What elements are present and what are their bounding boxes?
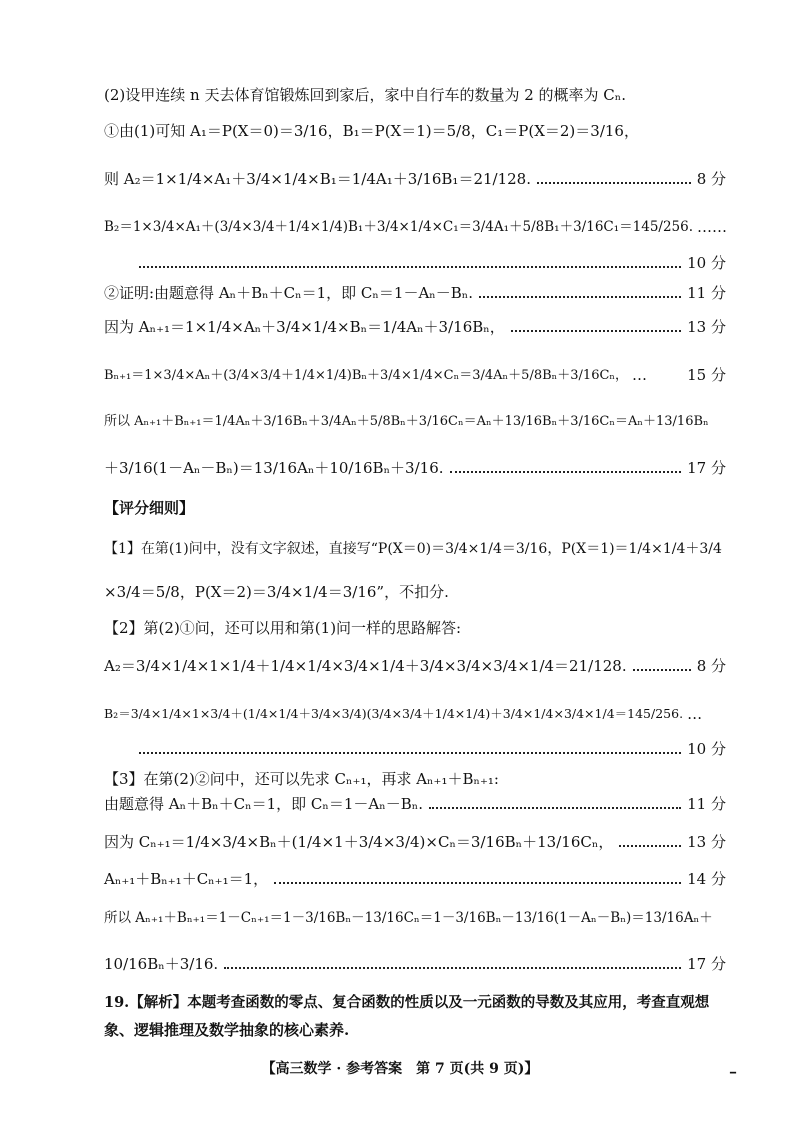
line-step2-an1 — [104, 320, 726, 335]
line-text: 10/16Bₙ＋3/16. — [104, 955, 219, 973]
score-points: 15 分 — [687, 366, 726, 384]
line-text: 由题意得 Aₙ＋Bₙ＋Cₙ＝1，即 Cₙ＝1－Aₙ－Bₙ. — [104, 795, 423, 813]
score-points: 11 分 — [687, 284, 726, 302]
dot-leader — [633, 669, 691, 671]
line-trail: … — [687, 705, 703, 723]
line-trail: … — [632, 366, 648, 384]
line-trail: …… — [697, 218, 728, 236]
line-rule2-b2-dots — [133, 742, 726, 757]
score-points: 17 分 — [687, 955, 726, 973]
line-rule1-a — [104, 542, 726, 556]
line-rule3 — [104, 772, 726, 787]
score-points: 17 分 — [687, 459, 726, 477]
line-text: Aₙ₊₁＋Bₙ₊₁＋Cₙ₊₁＝1， — [104, 870, 269, 888]
line-q2-intro — [104, 88, 726, 103]
line-step1-a2 — [104, 172, 726, 187]
score-points: 14 分 — [687, 870, 726, 888]
dot-leader — [224, 967, 681, 969]
line-text: 【1】在第(1)问中，没有文字叙述，直接写“P(X＝0)＝3/4×1/4＝3/16，P(X＝1)＝1/4×1/4＋3/4 — [104, 541, 722, 557]
score-points: 10 分 — [687, 740, 726, 758]
line-text: A₂＝3/4×1/4×1×1/4＋1/4×1/4×3/4×1/4＋3/4×3/4×3/4×1/4＝21/128. — [104, 657, 627, 675]
line-rules-title — [104, 501, 726, 516]
line-step2-sum2 — [104, 461, 726, 476]
line-step2-sum — [104, 415, 726, 428]
line-text: B₂＝3/4×1/4×1×3/4＋(1/4×1/4＋3/4×3/4)(3/4×3/4＋1/4×1/4)＋3/4×1/4×3/4×1/4＝145/256. — [104, 706, 684, 722]
score-points: 13 分 — [687, 318, 726, 336]
line-step2-bn1 — [104, 368, 726, 383]
line-rule3-cn1 — [104, 835, 726, 850]
line-text: ×3/4＝5/8，P(X＝2)＝3/4×1/4＝3/16”，不扣分. — [104, 583, 449, 601]
line-text: 所以 Aₙ₊₁＋Bₙ₊₁＝1/4Aₙ＋3/16Bₙ＋3/4Aₙ＋5/8Bₙ＋3/16Cₙ＝Aₙ＋13/16Bₙ＋3/16Cₙ＝Aₙ＋13/16Bₙ — [104, 414, 709, 429]
line-step1-b2-dots — [133, 256, 726, 271]
line-text: (2)设甲连续 n 天去体育馆锻炼回到家后，家中自行车的数量为 2 的概率为 Cₙ. — [104, 86, 627, 104]
dot-leader — [511, 330, 681, 332]
line-rule2-a2 — [104, 659, 726, 674]
dot-leader — [619, 845, 681, 847]
line-text: ②证明:由题意得 Aₙ＋Bₙ＋Cₙ＝1，即 Cₙ＝1－Aₙ－Bₙ. — [104, 284, 474, 302]
score-points: 10 分 — [687, 254, 726, 272]
dot-leader — [139, 266, 681, 268]
corner-mark: ━ — [730, 1068, 737, 1079]
line-text: 则 A₂＝1×1/4×A₁＋3/4×1/4×B₁＝1/4A₁＋3/16B₁＝21/128. — [104, 170, 531, 188]
line-rule3-sum — [104, 872, 726, 887]
dot-leader — [429, 807, 681, 809]
line-text: ＋3/16(1－Aₙ－Bₙ)＝13/16Aₙ＋10/16Bₙ＋3/16. — [104, 459, 444, 477]
line-rule2 — [104, 621, 726, 636]
line-text: 象、逻辑推理及数学抽象的核心素养. — [104, 1021, 350, 1039]
dot-leader — [139, 752, 681, 754]
line-rule2-b2 — [104, 707, 726, 722]
line-step2-proof — [104, 286, 726, 301]
line-text: ①由(1)可知 A₁＝P(X＝0)＝3/16，B₁＝P(X＝1)＝5/8，C₁＝P(X＝2)＝3/16， — [104, 122, 639, 140]
line-text: 因为 Aₙ₊₁＝1×1/4×Aₙ＋3/4×1/4×Bₙ＝1/4Aₙ＋3/16Bₙ， — [104, 318, 505, 336]
line-rule1-b — [104, 585, 726, 600]
page-footer: 【高三数学 · 参考答案 第 7 页(共 9 页)】 — [261, 1061, 539, 1077]
dot-leader — [479, 296, 681, 298]
dot-leader — [450, 471, 682, 473]
line-step1-given — [104, 124, 726, 139]
dot-leader — [537, 182, 691, 184]
line-text: B₂＝1×3/4×A₁＋(3/4×3/4＋1/4×1/4)B₁＋3/4×1/4×C₁＝3/4A₁＋5/8B₁＋3/16C₁＝145/256. — [104, 218, 694, 235]
line-q19-a — [104, 996, 726, 1011]
line-text: 所以 Aₙ₊₁＋Bₙ₊₁＝1－Cₙ₊₁＝1－3/16Bₙ－13/16Cₙ＝1－3/16Bₙ－13/16(1－Aₙ－Bₙ)＝13/16Aₙ＋ — [104, 910, 713, 926]
line-text: Bₙ₊₁＝1×3/4×Aₙ＋(3/4×3/4＋1/4×1/4)Bₙ＋3/4×1/4×Cₙ＝3/4Aₙ＋5/8Bₙ＋3/16Cₙ， — [104, 368, 629, 383]
line-q19-b — [104, 1023, 726, 1038]
line-rule3-res — [104, 912, 726, 926]
line-text: 【评分细则】 — [104, 499, 195, 517]
score-points: 8 分 — [696, 170, 726, 188]
line-text: 19.【解析】本题考查函数的零点、复合函数的性质以及一元函数的导数及其应用，考查直观想 — [104, 994, 710, 1011]
line-step1-b2 — [104, 220, 726, 235]
line-rule3-cn — [104, 797, 726, 812]
score-points: 13 分 — [687, 833, 726, 851]
line-rule3-res2 — [104, 957, 726, 972]
dot-leader — [274, 882, 681, 884]
line-text: 因为 Cₙ₊₁＝1/4×3/4×Bₙ＋(1/4×1＋3/4×3/4)×Cₙ＝3/16Bₙ＋13/16Cₙ， — [104, 833, 614, 851]
score-points: 8 分 — [696, 657, 726, 675]
line-text: 【3】在第(2)②问中，还可以先求 Cₙ₊₁，再求 Aₙ₊₁＋Bₙ₊₁: — [104, 770, 499, 788]
line-text: 【2】第(2)①问，还可以用和第(1)问一样的思路解答: — [104, 619, 462, 637]
score-points: 11 分 — [687, 795, 726, 813]
